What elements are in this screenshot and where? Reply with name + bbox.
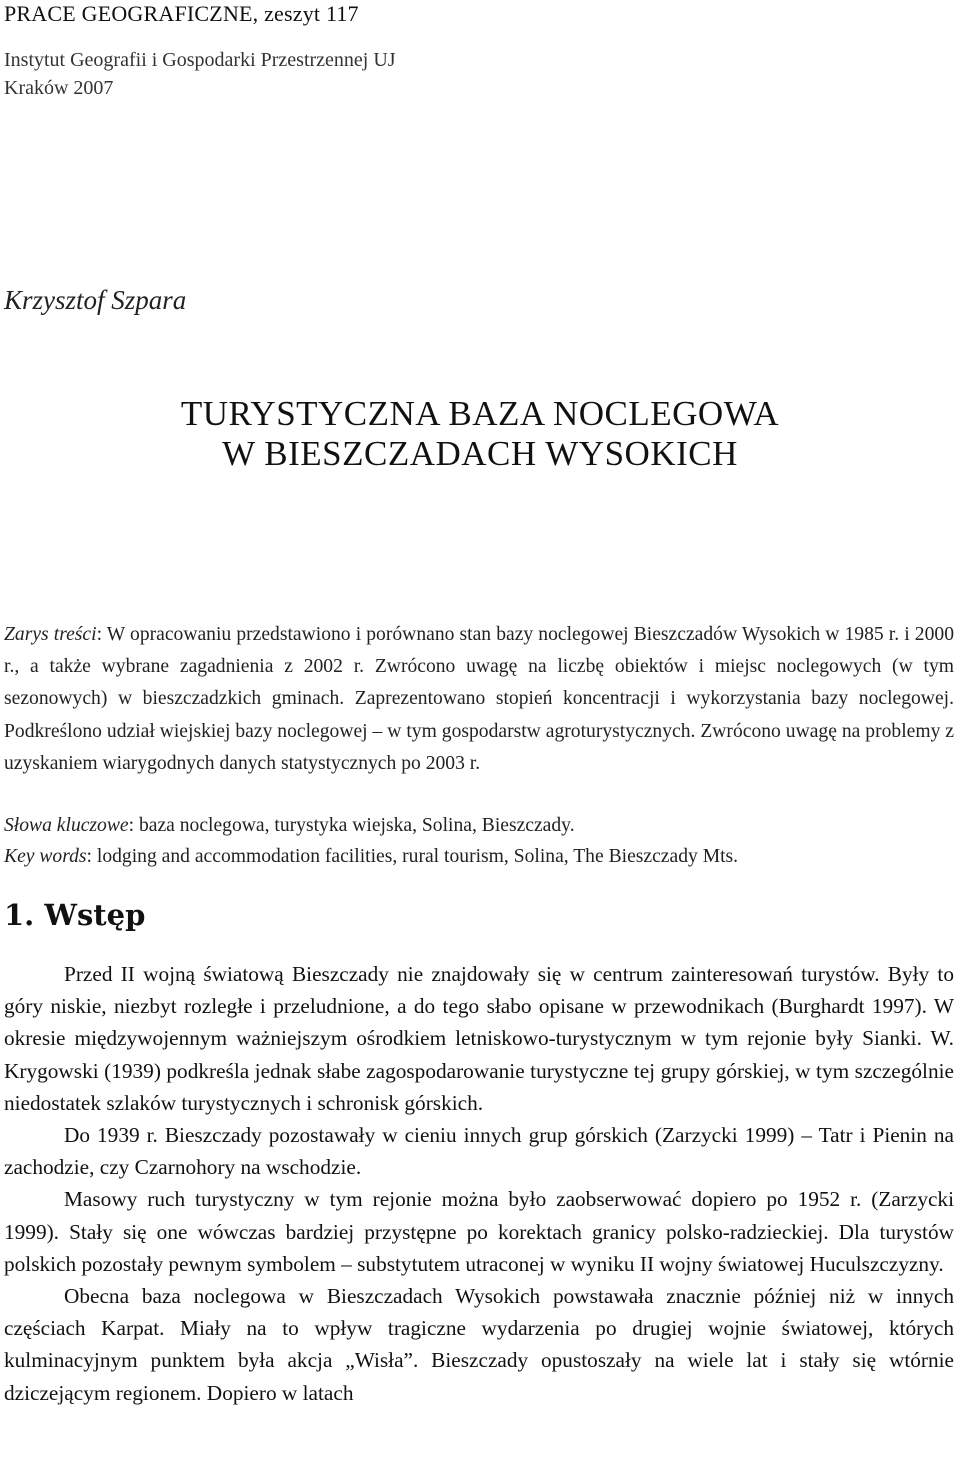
paragraph: Do 1939 r. Bieszczady pozostawały w cieniu innych grup górskich (Zarzycki 1999) – Tatr i Pienin na zachodzie, czy Czarnohory na wschodzie. — [4, 1123, 954, 1180]
keywords-pl — [4, 810, 956, 841]
author-name: Krzysztof Szpara — [4, 285, 187, 315]
section-heading: 1. Wstęp — [4, 898, 146, 932]
institute-name: Instytut Geografii i Gospodarki Przestrzennej UJ — [4, 49, 396, 71]
abstract-text: : W opracowaniu przedstawiono i porównano stan bazy noclegowej Bieszczadów Wysokich w 1985 r. i 2000 r., a także wybrane zagadnienia z 2002 r. Zwrócono uwagę na liczbę obiektów i miejsc noclegowych (w tym sezonowych) w bieszczadzkich gminach. Zaprezentowano stopień koncentracji i wykorzystania bazy noclegowej. Podkreślono udział wiejskiej bazy noclegowej – w tym gospodarstw agroturystycznych. Zwrócono uwagę na problemy z uzyskaniem wiarygodnych danych statystycznych po 2003 r. — [4, 624, 954, 774]
abstract-lead: Zarys treści — [4, 624, 97, 645]
keywords-pl-lead: Słowa kluczowe — [4, 815, 129, 836]
keywords-en — [4, 841, 956, 872]
body-text — [4, 958, 954, 1409]
keywords-block — [4, 810, 956, 872]
city-year: Kraków 2007 — [4, 77, 114, 99]
article-title — [0, 394, 960, 474]
journal-header — [4, 0, 396, 102]
article-title-line-2: W BIESZCZADACH WYSOKICH — [222, 434, 738, 473]
abstract — [4, 619, 954, 780]
keywords-pl-text: : baza noclegowa, turystyka wiejska, Solina, Bieszczady. — [128, 815, 575, 836]
journal-title: PRACE GEOGRAFICZNE, zeszyt 117 — [4, 1, 359, 26]
keywords-en-lead: Key words — [4, 846, 87, 867]
paragraph: Przed II wojną światową Bieszczady nie znajdowały się w centrum zainteresowań turystów. Były to góry niskie, niezbyt rozległe i przeludnione, a do tego słabo opisane w przewodnikach (Burghardt 1997). W okresie międzywojennym ważniejszym ośrodkiem letniskowo-turystycznym w tym rejonie były Sianki. W. Krygowski (1939) podkreśla jednak słabe zagospodarowanie turystyczne tej grupy górskiej, w tym szczególnie niedostatek szlaków turystycznych i schronisk górskich. — [4, 962, 954, 1115]
paragraph: Obecna baza noclegowa w Bieszczadach Wysokich powstawała znacznie później niż w innych częściach Karpat. Miały na to wpływ tragiczne wydarzenia po drugiej wojnie światowej, których kulminacyjnym punktem była akcja „Wisła”. Bieszczady opustoszały na wiele lat i stały się wtórnie dziczejącym regionem. Dopiero w latach — [4, 1284, 954, 1405]
article-title-line-1: TURYSTYCZNA BAZA NOCLEGOWA — [180, 394, 780, 433]
paragraph: Masowy ruch turystyczny w tym rejonie można było zaobserwować dopiero po 1952 r. (Zarzycki 1999). Stały się one wówczas bardziej przystępne po korektach granicy polsko-radzieckiej. Dla turystów polskich pozostały pewnym symbolem – substytutem utraconej w wyniku II wojny światowej Huculszczyzny. — [4, 1187, 954, 1276]
keywords-en-text: : lodging and accommodation facilities, rural tourism, Solina, The Bieszczady Mts. — [86, 846, 739, 867]
